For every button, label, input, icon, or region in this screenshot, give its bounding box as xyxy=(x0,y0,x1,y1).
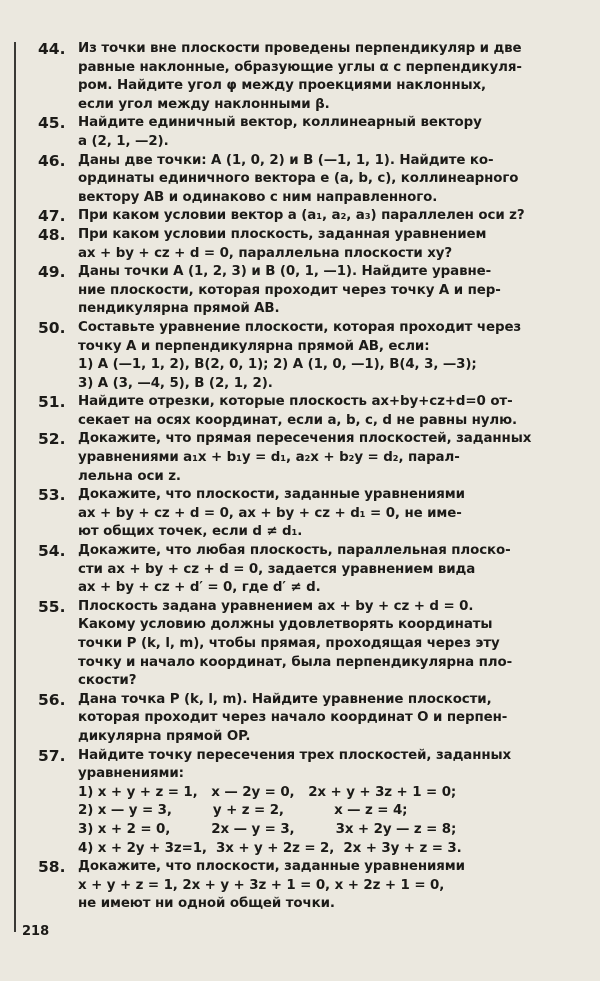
problem-text-line: точки P (k, l, m), чтобы прямая, проходящая через эту xyxy=(78,636,500,651)
problem-text-line: уравнениями a₁x + b₁y = d₁, a₂x + b₂y = d₂, парал- xyxy=(78,450,460,466)
problem-text-line: скости? xyxy=(78,673,137,689)
problem-item xyxy=(38,542,578,598)
problem-text xyxy=(78,858,578,914)
equation-system-line: 4) x + 2y + 3z=1, 3x + y + 2z = 2, 2x + 3y + z = 3. xyxy=(78,840,462,856)
problem-item xyxy=(38,393,578,430)
problem-text xyxy=(78,486,578,542)
problem-number: 45. xyxy=(38,114,66,133)
problem-item xyxy=(38,598,578,691)
problem-text-line: Даны две точки: A (1, 0, 2) и B (—1, 1, 1). Найдите ко- xyxy=(78,152,494,168)
problem-item xyxy=(38,152,578,208)
problem-item xyxy=(38,226,578,263)
problem-item xyxy=(38,319,578,393)
problem-text xyxy=(78,40,578,114)
problem-text-line: 1) A (—1, 1, 2), B(2, 0, 1); 2) A (1, 0, —1), B(4, 3, —3); xyxy=(78,357,477,373)
problem-text-line: ром. Найдите угол φ между проекциями наклонных, xyxy=(78,78,487,94)
problem-text-line: ax + by + cz + d′ = 0, где d′ ≠ d. xyxy=(78,580,321,596)
problem-text-line: точку A и перпендикулярна прямой AB, если: xyxy=(78,338,430,354)
problem-text-line: лельна оси z. xyxy=(78,468,181,484)
problem-number: 44. xyxy=(38,40,66,58)
problem-text-line: Какому условию должны удовлетворять координаты xyxy=(78,617,493,633)
problem-number: 49. xyxy=(38,263,66,282)
problem-number: 52. xyxy=(38,430,66,449)
problem-text-line: Даны точки A (1, 2, 3) и B (0, 1, —1). Найдите уравне- xyxy=(78,264,492,280)
problem-item xyxy=(38,263,578,319)
margin-rule xyxy=(14,42,16,932)
page-number: 218 xyxy=(22,924,50,939)
problem-text xyxy=(78,152,578,208)
equation-system-line: 2) x — y = 3, y + z = 2, x — z = 4; xyxy=(78,803,408,819)
problem-text-line: Найдите единичный вектор, коллинеарный вектору xyxy=(78,115,482,131)
problem-number: 47. xyxy=(38,207,66,226)
problem-text-line: точку и начало координат, была перпендикулярна пло- xyxy=(78,654,513,670)
problem-text xyxy=(78,263,578,319)
problem-text-line: ax + by + cz + d = 0, параллельна плоскости xy? xyxy=(78,245,453,261)
problem-text-line: ют общих точек, если d ≠ d₁. xyxy=(78,524,303,540)
problem-text-line: которая проходит через начало координат O и перпен- xyxy=(78,710,508,726)
problem-text-line: сти ax + by + cz + d = 0, задается уравнением вида xyxy=(78,561,476,577)
problem-text-line: ординаты единичного вектора e (a, b, c), коллинеарного xyxy=(78,171,519,187)
problem-text xyxy=(78,691,578,747)
problem-text-line: уравнениями: xyxy=(78,766,184,782)
problem-text-line: 3) A (3, —4, 5), B (2, 1, 2). xyxy=(78,375,273,391)
problem-text xyxy=(78,430,578,486)
problem-text-line: ние плоскости, которая проходит через точку A и пер- xyxy=(78,282,501,298)
problem-number: 50. xyxy=(38,318,66,337)
problem-list xyxy=(38,40,578,914)
problem-text-line: Составьте уравнение плоскости, которая проходит через xyxy=(78,319,522,335)
problem-number: 58. xyxy=(38,858,66,877)
problem-text-line: пендикулярна прямой AB. xyxy=(78,301,280,317)
problem-text-line: Найдите отрезки, которые плоскость ax+by+cz+d=0 от- xyxy=(78,394,513,410)
problem-number: 53. xyxy=(38,486,66,505)
problem-item xyxy=(38,858,578,914)
problem-text-line: вектору AB и одинаково с ним направленного. xyxy=(78,189,438,205)
problem-text-line: Из точки вне плоскости проведены перпендикуляр и две xyxy=(78,41,522,56)
problem-text xyxy=(78,319,578,393)
problem-text-line: Плоскость задана уравнением ax + by + cz + d = 0. xyxy=(78,598,474,614)
problem-text-line: Найдите точку пересечения трех плоскостей, заданных xyxy=(78,747,512,763)
problem-number: 55. xyxy=(38,597,66,616)
problem-item xyxy=(38,691,578,747)
problem-item xyxy=(38,486,578,542)
problem-item xyxy=(38,40,578,114)
problem-text-line: не имеют ни одной общей точки. xyxy=(78,896,335,912)
problem-text-line: равные наклонные, образующие углы α с перпендикуля- xyxy=(78,59,522,75)
equation-system-line: 1) x + y + z = 1, x — 2y = 0, 2x + y + 3z + 1 = 0; xyxy=(78,784,457,800)
problem-number: 56. xyxy=(38,690,66,709)
problem-number: 51. xyxy=(38,393,66,412)
equation-system-line: 3) x + 2 = 0, 2x — y = 3, 3x + 2y — z = 8; xyxy=(78,821,457,837)
problem-text-line: дикулярна прямой OP. xyxy=(78,728,251,744)
problem-number: 54. xyxy=(38,542,66,561)
problem-text-line: если угол между наклонными β. xyxy=(78,96,330,112)
problem-text xyxy=(78,542,578,598)
problem-text xyxy=(78,747,578,859)
problem-item xyxy=(38,114,578,151)
problem-text-line: Докажите, что плоскости, заданные уравнениями xyxy=(78,487,465,503)
problem-item xyxy=(38,207,578,226)
problem-text-line: Докажите, что плоскости, заданные уравнениями xyxy=(78,859,465,875)
problem-number: 57. xyxy=(38,746,66,765)
problem-text xyxy=(78,207,578,226)
problem-item xyxy=(38,747,578,859)
problem-text xyxy=(78,114,578,151)
problem-text-line: При каком условии плоскость, заданная уравнением xyxy=(78,226,487,242)
problem-text-line: Докажите, что прямая пересечения плоскостей, заданных xyxy=(78,431,532,447)
problem-text-line: a (2, 1, —2). xyxy=(78,133,169,149)
problem-text xyxy=(78,598,578,691)
problem-text-line: ax + by + cz + d = 0, ax + by + cz + d₁ = 0, не име- xyxy=(78,505,462,521)
problem-text xyxy=(78,226,578,263)
problem-text-line: Докажите, что любая плоскость, параллельная плоско- xyxy=(78,543,511,559)
problem-item xyxy=(38,430,578,486)
problem-text-line: При каком условии вектор a (a₁, a₂, a₃) параллелен оси z? xyxy=(78,208,525,224)
problem-text-line: Дана точка P (k, l, m). Найдите уравнение плоскости, xyxy=(78,691,492,707)
problem-number: 46. xyxy=(38,151,66,170)
problem-text-line: секает на осях координат, если a, b, c, d не равны нулю. xyxy=(78,412,518,428)
problem-text-line: x + y + z = 1, 2x + y + 3z + 1 = 0, x + 2z + 1 = 0, xyxy=(78,877,445,893)
problem-text xyxy=(78,393,578,430)
problem-number: 48. xyxy=(38,225,66,244)
